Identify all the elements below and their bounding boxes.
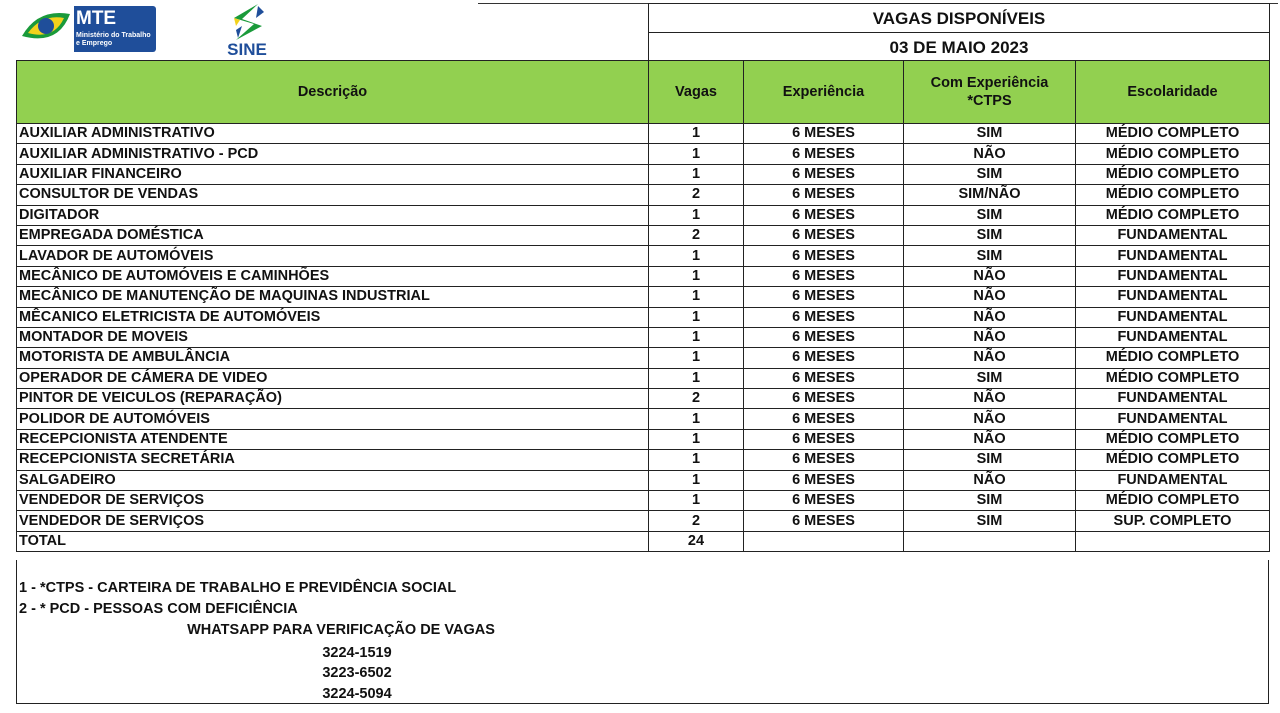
cell-ctps: SIM [904, 124, 1076, 144]
cell-descricao: PINTOR DE VEICULOS (REPARAÇÃO) [17, 389, 649, 409]
cell-ctps: SIM [904, 491, 1076, 511]
table-row [17, 185, 1270, 205]
col-header-descricao: Descrição [17, 61, 649, 124]
cell-vagas: 1 [649, 450, 744, 470]
cell-experiencia: 6 MESES [744, 389, 904, 409]
cell-ctps: NÃO [904, 409, 1076, 429]
date-text: 03 DE MAIO 2023 [889, 38, 1029, 57]
phone-number: 3223-6502 [322, 665, 392, 681]
cell-vagas: 1 [649, 246, 744, 266]
table-row [17, 470, 1270, 490]
phone-number: 3224-1519 [322, 645, 392, 661]
cell-descricao: AUXILIAR FINANCEIRO [17, 164, 649, 184]
table-row [17, 327, 1270, 347]
cell-ctps: NÃO [904, 429, 1076, 449]
cell-vagas: 1 [649, 368, 744, 388]
cell-ctps: NÃO [904, 470, 1076, 490]
cell-escolaridade: MÉDIO COMPLETO [1076, 124, 1270, 144]
cell-ctps: NÃO [904, 266, 1076, 286]
cell-descricao: AUXILIAR ADMINISTRATIVO - PCD [17, 144, 649, 164]
cell-experiencia: 6 MESES [744, 266, 904, 286]
title-box [648, 3, 1270, 61]
cell-ctps: SIM [904, 246, 1076, 266]
cell-experiencia: 6 MESES [744, 144, 904, 164]
whatsapp-title: WHATSAPP PARA VERIFICAÇÃO DE VAGAS [187, 622, 495, 638]
cell-vagas: 1 [649, 266, 744, 286]
cell-experiencia: 6 MESES [744, 348, 904, 368]
col-header-vagas: Vagas [649, 61, 744, 124]
cell-vagas: 1 [649, 327, 744, 347]
table-row [17, 225, 1270, 245]
table-row [17, 164, 1270, 184]
table-body [17, 124, 1270, 532]
cell-descricao: POLIDOR DE AUTOMÓVEIS [17, 409, 649, 429]
cell-descricao: MECÂNICO DE MANUTENÇÃO DE MAQUINAS INDUSTRIAL [17, 287, 649, 307]
cell-experiencia: 6 MESES [744, 124, 904, 144]
total-empty-experiencia [744, 531, 904, 551]
note-pcd: 2 - * PCD - PESSOAS COM DEFICIÊNCIA [19, 601, 298, 617]
cell-ctps: NÃO [904, 348, 1076, 368]
cell-ctps: SIM [904, 164, 1076, 184]
cell-vagas: 1 [649, 124, 744, 144]
total-vagas: 24 [649, 531, 744, 551]
cell-descricao: OPERADOR DE CÁMERA DE VIDEO [17, 368, 649, 388]
cell-vagas: 1 [649, 144, 744, 164]
cell-ctps: SIM [904, 450, 1076, 470]
cell-descricao: CONSULTOR DE VENDAS [17, 185, 649, 205]
total-empty-ctps [904, 531, 1076, 551]
cell-escolaridade: FUNDAMENTAL [1076, 409, 1270, 429]
cell-ctps: SIM [904, 368, 1076, 388]
cell-ctps: SIM [904, 225, 1076, 245]
cell-descricao: MOTORISTA DE AMBULÂNCIA [17, 348, 649, 368]
cell-escolaridade: FUNDAMENTAL [1076, 470, 1270, 490]
table-row [17, 205, 1270, 225]
total-empty-escolaridade [1076, 531, 1270, 551]
cell-experiencia: 6 MESES [744, 164, 904, 184]
cell-escolaridade: SUP. COMPLETO [1076, 511, 1270, 531]
total-label: TOTAL [17, 531, 649, 551]
cell-descricao: EMPREGADA DOMÉSTICA [17, 225, 649, 245]
cell-descricao: SALGADEIRO [17, 470, 649, 490]
cell-ctps: NÃO [904, 287, 1076, 307]
cell-experiencia: 6 MESES [744, 429, 904, 449]
cell-vagas: 1 [649, 348, 744, 368]
cell-vagas: 2 [649, 185, 744, 205]
cell-experiencia: 6 MESES [744, 409, 904, 429]
sine-s-mark-icon [226, 4, 268, 40]
cell-escolaridade: FUNDAMENTAL [1076, 246, 1270, 266]
cell-descricao: VENDEDOR DE SERVIÇOS [17, 511, 649, 531]
cell-experiencia: 6 MESES [744, 491, 904, 511]
cell-descricao: MONTADOR DE MOVEIS [17, 327, 649, 347]
cell-descricao: RECEPCIONISTA ATENDENTE [17, 429, 649, 449]
col-header-ctps [904, 61, 1076, 124]
table-row [17, 450, 1270, 470]
cell-escolaridade: MÉDIO COMPLETO [1076, 185, 1270, 205]
cell-descricao: AUXILIAR ADMINISTRATIVO [17, 124, 649, 144]
cell-descricao: MECÂNICO DE AUTOMÓVEIS E CAMINHÕES [17, 266, 649, 286]
table-row [17, 124, 1270, 144]
cell-vagas: 1 [649, 429, 744, 449]
col-header-ctps-line1: Com Experiência [930, 75, 1049, 91]
footer-notes [16, 560, 1269, 704]
cell-escolaridade: MÉDIO COMPLETO [1076, 368, 1270, 388]
cell-vagas: 1 [649, 287, 744, 307]
cell-escolaridade: MÉDIO COMPLETO [1076, 144, 1270, 164]
cell-vagas: 1 [649, 307, 744, 327]
cell-escolaridade: MÉDIO COMPLETO [1076, 450, 1270, 470]
cell-experiencia: 6 MESES [744, 205, 904, 225]
cell-escolaridade: FUNDAMENTAL [1076, 327, 1270, 347]
cell-vagas: 2 [649, 225, 744, 245]
cell-experiencia: 6 MESES [744, 246, 904, 266]
cell-escolaridade: MÉDIO COMPLETO [1076, 429, 1270, 449]
cell-ctps: SIM/NÃO [904, 185, 1076, 205]
cell-ctps: NÃO [904, 307, 1076, 327]
col-header-escolaridade: Escolaridade [1076, 61, 1270, 124]
cell-descricao: RECEPCIONISTA SECRETÁRIA [17, 450, 649, 470]
col-header-ctps-line2: *CTPS [967, 93, 1012, 109]
cell-escolaridade: MÉDIO COMPLETO [1076, 164, 1270, 184]
vacancies-table [16, 60, 1270, 552]
cell-vagas: 1 [649, 409, 744, 429]
cell-escolaridade: FUNDAMENTAL [1076, 287, 1270, 307]
cell-experiencia: 6 MESES [744, 307, 904, 327]
cell-descricao: VENDEDOR DE SERVIÇOS [17, 491, 649, 511]
cell-vagas: 1 [649, 491, 744, 511]
table-row [17, 307, 1270, 327]
cell-ctps: SIM [904, 205, 1076, 225]
cell-descricao: MÊCANICO ELETRICISTA DE AUTOMÓVEIS [17, 307, 649, 327]
cell-escolaridade: FUNDAMENTAL [1076, 389, 1270, 409]
page-date [649, 33, 1269, 61]
mte-logo-name: MTE [76, 8, 117, 29]
table-row [17, 368, 1270, 388]
cell-experiencia: 6 MESES [744, 327, 904, 347]
cell-experiencia: 6 MESES [744, 470, 904, 490]
col-header-experiencia: Experiência [744, 61, 904, 124]
cell-experiencia: 6 MESES [744, 450, 904, 470]
note-ctps: 1 - *CTPS - CARTEIRA DE TRABALHO E PREVIDÊNCIA SOCIAL [19, 580, 457, 596]
mte-logo [18, 6, 156, 52]
cell-vagas: 1 [649, 205, 744, 225]
brazil-flag-icon [18, 6, 74, 52]
cell-escolaridade: FUNDAMENTAL [1076, 225, 1270, 245]
cell-escolaridade: FUNDAMENTAL [1076, 266, 1270, 286]
cell-descricao: LAVADOR DE AUTOMÓVEIS [17, 246, 649, 266]
cell-escolaridade: FUNDAMENTAL [1076, 307, 1270, 327]
cell-experiencia: 6 MESES [744, 511, 904, 531]
cell-experiencia: 6 MESES [744, 185, 904, 205]
cell-ctps: SIM [904, 511, 1076, 531]
mte-logo-subtitle: Ministério do Trabalho e Emprego [76, 32, 151, 47]
table-row [17, 246, 1270, 266]
cell-ctps: NÃO [904, 327, 1076, 347]
total-row [17, 531, 1270, 551]
cell-experiencia: 6 MESES [744, 287, 904, 307]
sine-logo [220, 4, 274, 62]
table-row [17, 511, 1270, 531]
table-row [17, 389, 1270, 409]
sine-logo-name: SINE [227, 40, 267, 59]
cell-ctps: NÃO [904, 389, 1076, 409]
cell-vagas: 1 [649, 470, 744, 490]
table-row [17, 287, 1270, 307]
table-row [17, 409, 1270, 429]
phone-number: 3224-5094 [322, 686, 392, 702]
cell-vagas: 2 [649, 511, 744, 531]
cell-vagas: 2 [649, 389, 744, 409]
page-title: VAGAS DISPONÍVEIS [649, 4, 1269, 33]
cell-experiencia: 6 MESES [744, 368, 904, 388]
table-row [17, 429, 1270, 449]
cell-escolaridade: MÉDIO COMPLETO [1076, 348, 1270, 368]
table-row [17, 266, 1270, 286]
cell-ctps: NÃO [904, 144, 1076, 164]
cell-escolaridade: MÉDIO COMPLETO [1076, 205, 1270, 225]
table-row [17, 491, 1270, 511]
table-row [17, 348, 1270, 368]
cell-vagas: 1 [649, 164, 744, 184]
cell-experiencia: 6 MESES [744, 225, 904, 245]
table-header-row [17, 61, 1270, 124]
cell-escolaridade: MÉDIO COMPLETO [1076, 491, 1270, 511]
table-row [17, 144, 1270, 164]
cell-descricao: DIGITADOR [17, 205, 649, 225]
